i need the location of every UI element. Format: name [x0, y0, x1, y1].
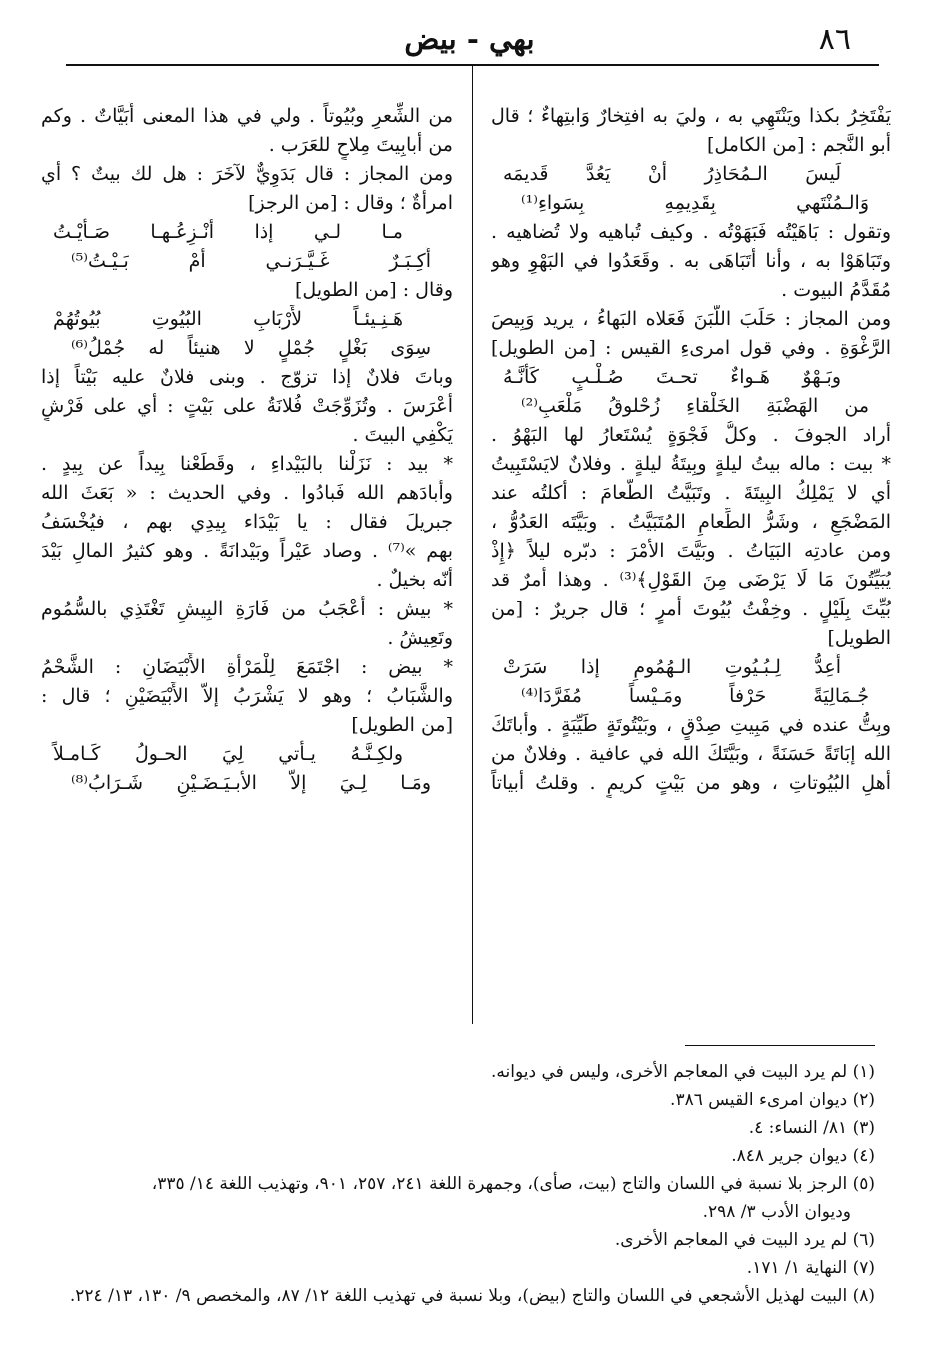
page-header — [60, 18, 879, 66]
left-column-line: [من الطويل] — [351, 714, 453, 736]
right-column-line: الرَّغْوَةِ . وفي قول امرىءِ القيس : [من الطويل] — [491, 337, 891, 359]
right-column-line: ومن عادتِه البَيَاتُ . وبَيَّتَ الأمْرَ : دبّره ليلاً ﴿إِذْ — [491, 540, 891, 562]
right-column-line: * بيت : ماله بيتُ ليلةٍ وبِيتَةُ ليلةٍ . وفلانٌ لايَسْتَبِيتُ — [491, 453, 891, 475]
right-column-line: أُعِدُّ لِـبُـيُوتِ الـهُمُومِ إذا سَرَتْ — [503, 656, 841, 678]
left-column-line: مـا لـي إذا أَنْـزِعُـهـا صَـأَيْـتُ — [53, 221, 403, 243]
right-column-line: من الهَضْبَةِ الخَلْقاءِ زُحْلوقُ مَلْعَبِ⁽²⁾ — [521, 395, 869, 417]
footnote: وديوان الأدب ٣/ ٢٩٨. — [702, 1202, 851, 1222]
footnotes — [55, 1058, 875, 1310]
right-column-line: وتَبَاهَوْا به ، وأنا أَتَبَاهَى به . وقَعَدُوا في البَهْوِ وهو — [491, 250, 891, 272]
left-column-line: ومَـا لِـيَ إلاّ الأبـيَـضَـيْنِ شَـرَابُ⁽⁸⁾ — [71, 772, 431, 794]
footnote: (٧) النهاية ١/ ١٧١. — [746, 1258, 875, 1278]
left-column-line: جبريلَ فقال : يا بَيْدَاء بِيدِي بهم ، فيُخْسَفُ — [41, 511, 453, 533]
page-number: ٨٦ — [818, 22, 851, 57]
left-column-line: بهم »⁽⁷⁾ . وصاد عَيْراً وبَيْدانَةً . وهو كثيرُ المالِ بَيْدَ — [41, 540, 453, 562]
right-column-line: أهلِ البُيُوتاتِ ، وهو من بَيْتٍ كريمٍ . وقلتُ أبياتاً — [491, 772, 891, 794]
right-column-line: جُـمَالِيَةً حَرْفاً ومَـيْساً مُفَرَّدَا⁽⁴⁾ — [521, 685, 869, 707]
left-column-line: أعْرَسَ . وتُزَوِّجَتْ فُلانَةُ على بَيْتٍ : أي على فَرْشٍ — [41, 395, 453, 417]
right-column — [491, 102, 891, 798]
left-column-line: وقال : [من الطويل] — [295, 279, 453, 301]
left-column-line: ولكِـنَّـهُ يـأتي لِيَ الحـولُ كَـامـلاً — [53, 743, 403, 765]
right-column-line: مُقَدَّمُ البيوت . — [781, 279, 891, 301]
left-column-line: امرأةٌ ؛ وقال : [من الرجز] — [248, 192, 453, 214]
left-column-line: سِوَى بَغْلٍ جُمْلٍ لا هنيئاً له جُمْلُ⁽⁶⁾ — [71, 337, 431, 359]
right-column-line: وبِتُّ عنده في مَبِيتِ صِدْقٍ ، وبَيْتُوتَةٍ طَيِّبَةٍ . وأباتَكَ — [491, 714, 891, 736]
footnote: (١) لم يرد البيت في المعاجم الأخرى، وليس في ديوانه. — [491, 1062, 875, 1082]
left-column — [41, 102, 453, 798]
right-column-line: وَالـمُنْتَهي بِقَدِيمِهِ بِسَواءِ⁽¹⁾ — [521, 192, 869, 214]
right-column-line: وبَـهْوٌ هَـواءٌ تحـتَ صُـلْـبٍ كَأنَّـهُ — [503, 366, 841, 388]
left-column-line: * بيش : أَعْجَبُ من فَارَةِ البِيشِ تَغْتَذِي بالسُّمُوم — [41, 598, 453, 620]
left-column-line: والشَّبَابُ ؛ وهو لا يَشْرَبُ إلاّ الأَبْيَضَيْنِ ؛ قال : — [41, 685, 453, 707]
right-column-line: أبو النَّجم : [من الكامل] — [706, 134, 891, 156]
right-column-line: لَيسَ الـمُحَاذِرُ أَنْ يَعُدَّ قَديمَه — [503, 163, 841, 185]
footnote: (٤) ديوان جرير ٨٤٨. — [731, 1146, 875, 1166]
left-column-line: من أبابِيتَ مِلاحٍ للعَرَب . — [268, 134, 453, 156]
right-column-line: الطويل] — [827, 627, 891, 649]
left-column-line: * بيد : نَزَلْنا بالبَيْداءِ ، وقَطَعْنا بِيداً عن بِيدٍ . — [41, 453, 453, 475]
footnote: (٢) ديوان امرىء القيس ٣٨٦. — [670, 1090, 875, 1110]
left-column-line: هَـنِـيئـاً لأَرْبَابِ البُيُوتِ بُيُوتُهُمْ — [53, 308, 403, 330]
column-divider — [472, 64, 473, 1024]
footnote: (٨) البيت لهذيل الأشجعي في اللسان والتاج (بيض)، وبلا نسبة في تهذيب اللغة ١٢/ ٨٧، والمخصص ٩/ ١٣٠، ١٣/ ٢٢٤. — [69, 1286, 875, 1306]
left-column-line: من الشِّعرِ وبُيُوتاً . ولي في هذا المعنى أُبَيَّاتٌ . وكم — [41, 105, 453, 127]
footnote: (٣) ٨١/ النساء: ٤. — [748, 1118, 875, 1138]
right-column-line: أراد الجوفَ . وكلُّ فَجْوَةٍ يُسْتَعارُ لها البَهْوُ . — [491, 424, 891, 446]
left-column-line: أَكِـبَـرٌ غَـيَّـرَنـي أمْ بَـيْـتُ⁽⁵⁾ — [71, 250, 431, 272]
left-column-line: أنّه بخيلٌ . — [376, 569, 453, 591]
right-column-line: الله إبَاتَةً حَسَنَةً ، وبَيَّتَكَ الله في عافية . وفلانٌ من — [491, 743, 891, 765]
left-column-line: يَكْفِي البيتَ . — [352, 424, 453, 446]
right-column-line: يُبَيِّتُونَ مَا لَا يَرْضَى مِنَ القَوْلِ﴾⁽³⁾ . وهذا أمرٌ قد — [491, 569, 891, 591]
running-title: بهي - بيض — [404, 22, 535, 56]
right-column-line: بُيِّتَ بِلَيْلٍ . وخِفْتُ بُيُوتَ أمرٍ ؛ قال جريرٌ : [من — [491, 598, 891, 620]
right-column-line: وتقول : بَاهَيْتُه فَبَهَوْتُه . وكيف تُباهيه ولا تُضاهيه . — [491, 221, 891, 243]
right-column-line: المَضْجَعِ ، وشَرُّ الطِّعامِ المُتَبَيَّتُ . وبَيَّتَه العَدُوُّ ، — [491, 511, 891, 533]
left-column-line: ومن المجاز : قال بَدَوِيٌّ لآخَرَ : هل لك بيتٌ ؟ أي — [41, 163, 453, 185]
footnote: (٥) الرجز بلا نسبة في اللسان والتاج (بيت، صأى)، وجمهرة اللغة ٢٤١، ٢٥٧، ٩٠١، وتهذيب اللغة ١٤/ ٣٣٥، — [151, 1174, 875, 1194]
right-column-line: يَفْتَخِرُ بكذا ويَنْتَهِي به ، وليَ به افتِخارٌ وَابتِهاءٌ ؛ قال — [491, 105, 891, 127]
left-column-line: * بيض : اجْتَمَعَ لِلْمَرْأةِ الأَبْيَضَانِ : الشَّحْمُ — [41, 656, 453, 678]
right-column-line: ومن المجاز : حَلَبَ اللَّبَنَ فَعَلاه البَهاءُ ، يريد وَبِيصَ — [491, 308, 891, 330]
right-column-line: أي لا يَمْلِكُ البِيتَةَ . وتَبَيَّتُ الطَّعامَ : أكلتُه عند — [491, 482, 891, 504]
footnote: (٦) لم يرد البيت في المعاجم الأخرى. — [614, 1230, 875, 1250]
left-column-line: وتَعِيشُ . — [387, 627, 453, 649]
left-column-line: وباتَ فلانٌ إذا تزوّج . وبنى فلانٌ عليه بَيْتاً إذا — [41, 366, 453, 388]
left-column-line: وأَبادَهم الله فَبادُوا . وفي الحديث : « بَعَثَ الله — [41, 482, 453, 504]
footnote-rule — [685, 1045, 875, 1046]
